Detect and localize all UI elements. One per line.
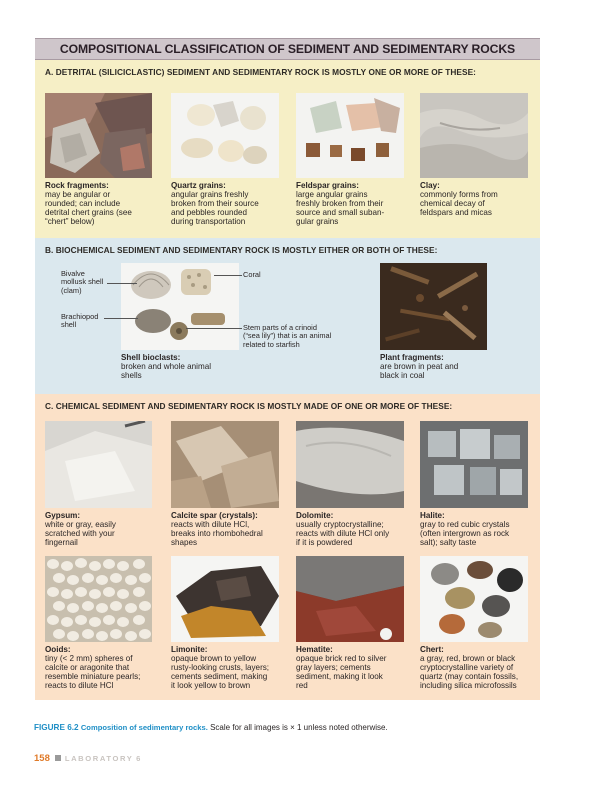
caption-line: feldspars and micas xyxy=(420,208,492,217)
figure-main-title: COMPOSITIONAL CLASSIFICATION OF SEDIMENT AND SEDIMENTARY ROCKS xyxy=(35,38,540,60)
caption-line: chemical decay of xyxy=(420,199,485,208)
caption-line: scratched with your xyxy=(45,529,115,538)
chert-caption xyxy=(420,645,540,690)
label-line: Stem parts of a crinoid xyxy=(243,323,317,332)
caption-line: it look yellow to brown xyxy=(171,681,251,690)
dolomite-name: Dolomite: xyxy=(296,511,334,520)
plant-fragments-name: Plant fragments: xyxy=(380,353,444,362)
caption-line: opaque brown to yellow xyxy=(171,654,257,663)
limonite-caption xyxy=(171,645,287,690)
caption-line: shapes xyxy=(171,538,198,547)
crinoid-leader-line xyxy=(186,328,242,329)
shell-bioclasts-name: Shell bioclasts: xyxy=(121,353,181,362)
plant-fragments-caption xyxy=(380,353,496,380)
bivalve-label xyxy=(61,270,103,295)
ooids-photo xyxy=(45,556,152,642)
limonite-name: Limonite: xyxy=(171,645,208,654)
section-b-heading: B. BIOCHEMICAL SEDIMENT AND SEDIMENTARY ROCK IS MOSTLY EITHER OR BOTH OF THESE: xyxy=(45,245,438,255)
caption-line: detrital chert grains (see xyxy=(45,208,132,217)
page-footer xyxy=(34,753,142,764)
clay-photo xyxy=(420,93,528,178)
figure-number: FIGURE 6.2 xyxy=(34,723,79,732)
gypsum-name: Gypsum: xyxy=(45,511,81,520)
label-line: mollusk shell xyxy=(61,277,104,287)
caption-line: including silica microfossils xyxy=(420,681,517,690)
hematite-caption xyxy=(296,645,412,690)
plant-fragments-photo xyxy=(380,263,487,350)
caption-line: fingernail xyxy=(45,538,78,547)
caption-line: black in coal xyxy=(380,371,425,380)
caption-line: breaks into rhombohedral xyxy=(171,529,263,538)
ooids-name: Ooids: xyxy=(45,645,71,654)
caption-line: (often intergrown as rock xyxy=(420,529,510,538)
section-a-heading: A. DETRITAL (SILICICLASTIC) SEDIMENT AND SEDIMENTARY ROCK IS MOSTLY ONE OR MORE OF THESE: xyxy=(45,67,476,77)
halite-caption xyxy=(420,511,536,547)
caption-line: resemble miniature pearls; xyxy=(45,672,141,681)
caption-line: reacts with dilute HCl, xyxy=(171,520,250,529)
caption-line: quartz (may contain fossils, xyxy=(420,672,519,681)
figure-title: Composition of sedimentary rocks. xyxy=(80,723,208,732)
clay-name: Clay: xyxy=(420,181,440,190)
chert-name: Chert: xyxy=(420,645,444,654)
halite-name: Halite: xyxy=(420,511,445,520)
bivalve-leader-line xyxy=(107,283,137,284)
page-number: 158 xyxy=(34,753,50,764)
brachiopod-leader-line xyxy=(104,318,138,319)
caption-line: sediment, making it look xyxy=(296,672,383,681)
caption-line: during transportation xyxy=(171,217,246,226)
rock-fragments-photo xyxy=(45,93,152,178)
quartz-grains-caption xyxy=(171,181,287,226)
quartz-grains-photo xyxy=(171,93,279,178)
caption-line: white or gray, easily xyxy=(45,520,116,529)
caption-line: a gray, red, brown or black xyxy=(420,654,516,663)
ooids-caption xyxy=(45,645,161,690)
label-line: (clam) xyxy=(61,285,82,295)
caption-line: shells xyxy=(121,371,142,380)
square-bullet-icon xyxy=(55,755,61,761)
caption-line: freshly broken from their xyxy=(296,199,384,208)
caption-line: tiny (< 2 mm) spheres of xyxy=(45,654,133,663)
caption-line: if it is powdered xyxy=(296,538,353,547)
quartz-grains-name: Quartz grains: xyxy=(171,181,226,190)
calcite-spar-photo xyxy=(171,421,279,508)
limonite-photo xyxy=(171,556,279,642)
caption-line: reacts to dilute HCl xyxy=(45,681,114,690)
caption-line: broken from their source xyxy=(171,199,259,208)
caption-line: large angular grains xyxy=(296,190,368,199)
footer-section-label: LABORATORY xyxy=(64,754,134,763)
caption-line: and pebbles rounded xyxy=(171,208,248,217)
label-line: Bivalve xyxy=(61,269,85,278)
caption-line: gular grains xyxy=(296,217,339,226)
caption-line: usually cryptocrystalline; xyxy=(296,520,384,529)
gypsum-caption xyxy=(45,511,161,547)
footer-chapter-number: 6 xyxy=(136,754,142,763)
calcite-spar-caption xyxy=(171,511,287,547)
caption-line: may be angular or xyxy=(45,190,111,199)
label-line: related to starfish xyxy=(243,339,300,349)
hematite-photo xyxy=(296,556,404,642)
brachiopod-label xyxy=(61,313,98,330)
shell-bioclasts-caption xyxy=(121,353,237,380)
caption-line: “chert” below) xyxy=(45,217,95,226)
caption-line: reacts with dilute HCl only xyxy=(296,529,390,538)
coral-label: Coral xyxy=(243,270,261,279)
caption-line: gray layers; cements xyxy=(296,663,371,672)
hematite-name: Hematite: xyxy=(296,645,333,654)
figure-scale-note: Scale for all images is × 1 unless noted otherwise. xyxy=(210,723,388,732)
gypsum-photo xyxy=(45,421,152,508)
calcite-spar-name: Calcite spar (crystals): xyxy=(171,511,258,520)
label-line: shell xyxy=(61,320,77,330)
caption-line: rounded; can include xyxy=(45,199,121,208)
shell-bioclasts-photo xyxy=(121,263,239,350)
feldspar-grains-caption xyxy=(296,181,412,226)
caption-line: broken and whole animal xyxy=(121,362,211,371)
caption-line: cryptocrystalline variety of xyxy=(420,663,514,672)
chert-photo xyxy=(420,556,528,642)
caption-line: salt); salty taste xyxy=(420,538,477,547)
caption-line: commonly forms from xyxy=(420,190,498,199)
caption-line: source and small suban- xyxy=(296,208,385,217)
dolomite-photo xyxy=(296,421,404,508)
clay-caption xyxy=(420,181,536,217)
caption-line: cements sediment, making xyxy=(171,672,268,681)
caption-line: rusty-looking crusts, layers; xyxy=(171,663,270,672)
caption-line: angular grains freshly xyxy=(171,190,249,199)
figure-caption xyxy=(34,723,388,732)
dolomite-caption xyxy=(296,511,412,547)
label-line: (“sea lily”) that is an animal xyxy=(243,331,332,341)
feldspar-grains-photo xyxy=(296,93,404,178)
caption-line: gray to red cubic crystals xyxy=(420,520,510,529)
rock-fragments-name: Rock fragments: xyxy=(45,181,109,190)
halite-photo xyxy=(420,421,528,508)
rock-fragments-caption xyxy=(45,181,161,226)
caption-line: red xyxy=(296,681,308,690)
caption-line: calcite or aragonite that xyxy=(45,663,130,672)
caption-line: opaque brick red to silver xyxy=(296,654,387,663)
label-line: Brachiopod xyxy=(61,312,99,321)
crinoid-label xyxy=(243,324,331,349)
feldspar-grains-name: Feldspar grains: xyxy=(296,181,359,190)
coral-leader-line xyxy=(214,275,242,276)
section-c-heading: C. CHEMICAL SEDIMENT AND SEDIMENTARY ROCK IS MOSTLY MADE OF ONE OR MORE OF THESE: xyxy=(45,401,453,411)
caption-line: are brown in peat and xyxy=(380,362,459,371)
